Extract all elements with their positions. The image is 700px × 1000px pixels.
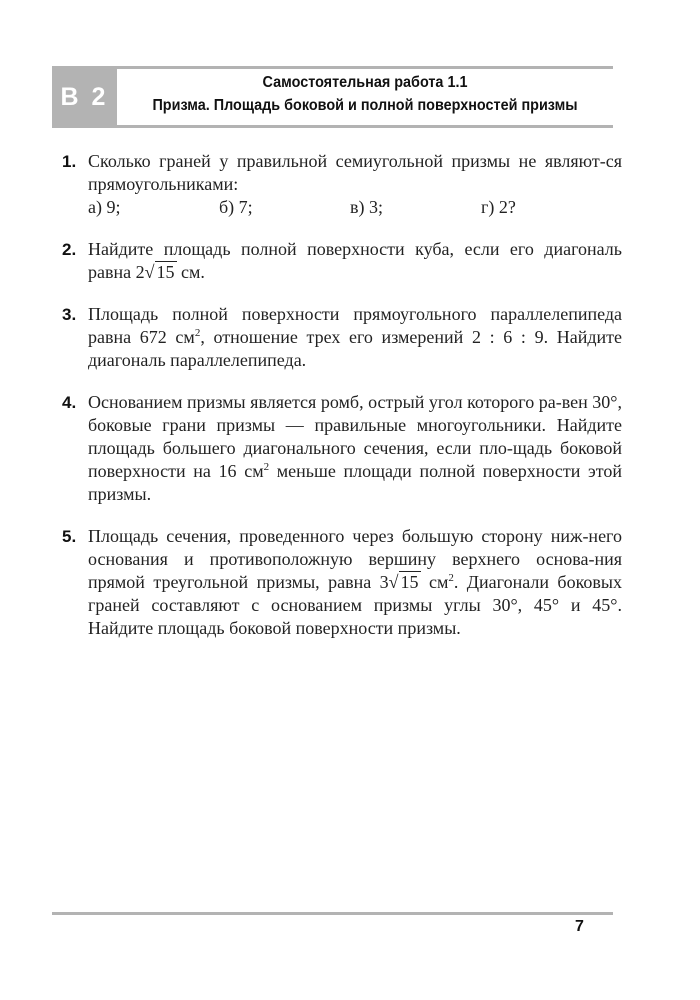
superscript: 2: [194, 327, 201, 339]
problem-3: [62, 303, 622, 372]
worksheet-header: [52, 66, 613, 128]
problem-number: 3.: [62, 305, 77, 324]
problem-text: Площадь сечения, проведенного через большую сторону ниж-него основания и противоположную вершину верхнего основа-ния прямой треугольной призмы, равна 3: [88, 526, 622, 592]
answer-option-b: б) 7;: [219, 197, 253, 217]
footer-rule: [52, 912, 613, 915]
radicand: 15: [156, 262, 175, 282]
problem-text-end: , отношение трех его измерений 2 : 6 : 9. Найдите диагональ параллелепипеда.: [88, 327, 623, 370]
superscript: 2: [448, 572, 454, 584]
superscript: 2: [263, 461, 270, 473]
answer-options: [88, 196, 622, 219]
problem-text: Сколько граней у правильной семиугольной призмы не являют-ся прямоугольниками:: [88, 151, 622, 194]
answer-option-d: г) 2?: [481, 197, 516, 217]
problem-number: 2.: [62, 240, 77, 259]
problem-text-end: меньше площади полной поверхности этой призмы.: [88, 461, 623, 504]
problem-list: [62, 150, 622, 659]
problem-text: Основанием призмы является ромб, острый угол которого ра-вен 30°, боковые грани призмы — правильные многоугольники. Найдите площадь большего диагонального сечения, если пло-щадь боковой поверхности на 16 см: [88, 392, 622, 481]
problem-number: 5.: [62, 527, 77, 546]
problem-5: [62, 525, 622, 640]
problem-text: Площадь полной поверхности прямоугольного параллелепипеда равна 672 см: [88, 304, 622, 347]
answer-option-a: а) 9;: [88, 197, 121, 217]
problem-text-end: . Диагонали боковых граней составляют с основанием призмы углы 30°, 45° и 45°. Найдите площадь боковой поверхности призмы.: [88, 572, 623, 638]
answer-option-c: в) 3;: [350, 197, 383, 217]
sqrt-sign: √: [144, 262, 155, 282]
variant-badge: В 2: [52, 66, 117, 128]
problem-2: [62, 238, 622, 284]
problem-number: 4.: [62, 393, 77, 412]
sqrt-sign: √: [388, 572, 399, 592]
worksheet-title: Самостоятельная работа 1.1: [262, 74, 468, 91]
problem-4: [62, 391, 622, 506]
worksheet-subtitle: Призма. Площадь боковой и полной поверхностей призмы: [152, 97, 578, 114]
problem-1: [62, 150, 622, 219]
problem-number: 1.: [62, 152, 77, 171]
problem-text: Найдите площадь полной поверхности куба, если его диагональ равна 2: [88, 239, 622, 282]
page-number: 7: [575, 918, 584, 935]
problem-text-end: см.: [176, 262, 205, 282]
header-rule-bottom: [52, 125, 613, 128]
unit-text: см: [420, 572, 449, 592]
header-rule-top: [117, 66, 613, 69]
radicand: 15: [400, 572, 419, 592]
header-titles: [117, 72, 613, 118]
